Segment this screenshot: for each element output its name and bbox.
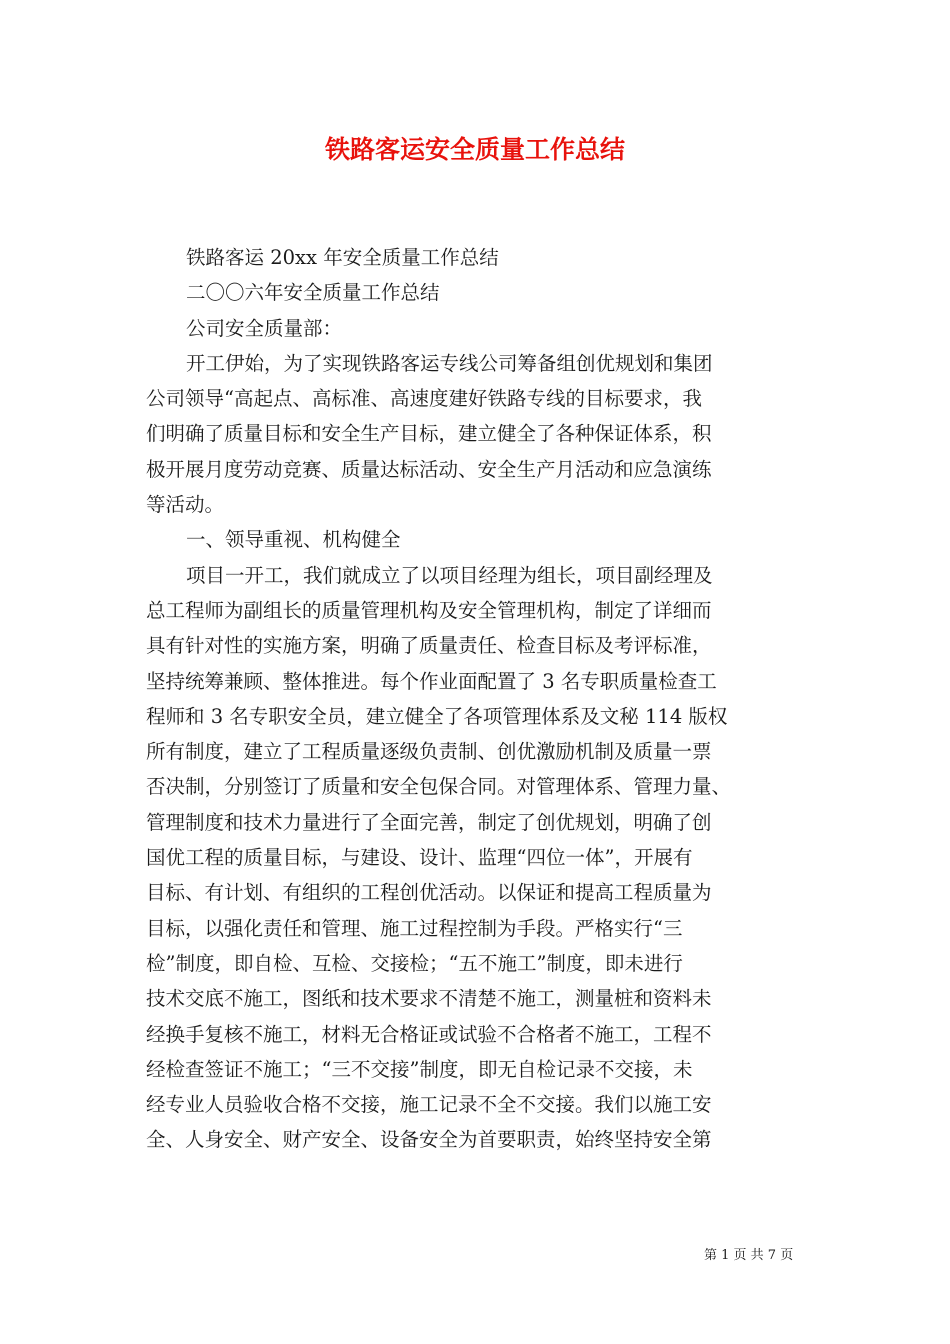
- text-line: 铁路客运 20xx 年安全质量工作总结: [186, 246, 499, 269]
- text-line: 项目一开工，我们就成立了以项目经理为组长，项目副经理及: [186, 563, 713, 587]
- text-line: 经检查签证不施工；“三不交接”制度，即无自检记录不交接，未: [146, 1057, 693, 1081]
- text-line: 开工伊始，为了实现铁路客运专线公司筹备组创优规划和集团: [186, 351, 713, 375]
- text-line: 经换手复核不施工，材料无合格证或试验不合格者不施工，工程不: [146, 1022, 712, 1046]
- text-line: 二〇〇六年安全质量工作总结: [186, 281, 440, 305]
- text-line: 等活动。: [146, 493, 225, 517]
- text-line: 技术交底不施工，图纸和技术要求不清楚不施工，测量桩和资料未: [146, 987, 712, 1011]
- text-line: 管理制度和技术力量进行了全面完善，制定了创优规划，明确了创: [146, 810, 712, 834]
- text-line: 们明确了质量目标和安全生产目标，建立健全了各种保证体系，积: [146, 422, 712, 446]
- text-line: 极开展月度劳动竞赛、质量达标活动、安全生产月活动和应急演练: [146, 457, 712, 481]
- text-line: 所有制度，建立了工程质量逐级负责制、创优激励机制及质量一票: [146, 740, 712, 764]
- text-line: 总工程师为副组长的质量管理机构及安全管理机构，制定了详细而: [146, 598, 712, 622]
- page-number: 第 1 页 共 7 页: [704, 1248, 794, 1263]
- text-line: 一、领导重视、机构健全: [186, 528, 401, 552]
- text-line: 经专业人员验收合格不交接，施工记录不全不交接。我们以施工安: [146, 1093, 712, 1117]
- text-line: 检”制度，即自检、互检、交接检；“五不施工”制度，即未进行: [146, 951, 683, 975]
- text-line: 坚持统筹兼顾、整体推进。每个作业面配置了 3 名专职质量检查工: [146, 669, 717, 693]
- document-body: [146, 240, 806, 1158]
- text-line: 目标，以强化责任和管理、施工过程控制为手段。严格实行“三: [146, 916, 683, 940]
- document-title: 铁路客运安全质量工作总结: [324, 135, 625, 164]
- text-line: 国优工程的质量目标，与建设、设计、监理“四位一体”，开展有: [146, 846, 693, 870]
- text-line: 公司领导“高起点、高标准、高速度建好铁路专线的目标要求，我: [146, 387, 702, 411]
- text-line: 程师和 3 名专职安全员，建立健全了各项管理体系及文秘 114 版权: [146, 704, 728, 728]
- text-line: 全、人身安全、财产安全、设备安全为首要职责，始终坚持安全第: [146, 1128, 712, 1152]
- text-line: 公司安全质量部：: [186, 316, 343, 340]
- text-line: 否决制，分别签订了质量和安全包保合同。对管理体系、管理力量、: [146, 775, 732, 799]
- text-line: 目标、有计划、有组织的工程创优活动。以保证和提高工程质量为: [146, 881, 712, 905]
- text-line: 具有针对性的实施方案，明确了质量责任、检查目标及考评标准，: [146, 634, 712, 658]
